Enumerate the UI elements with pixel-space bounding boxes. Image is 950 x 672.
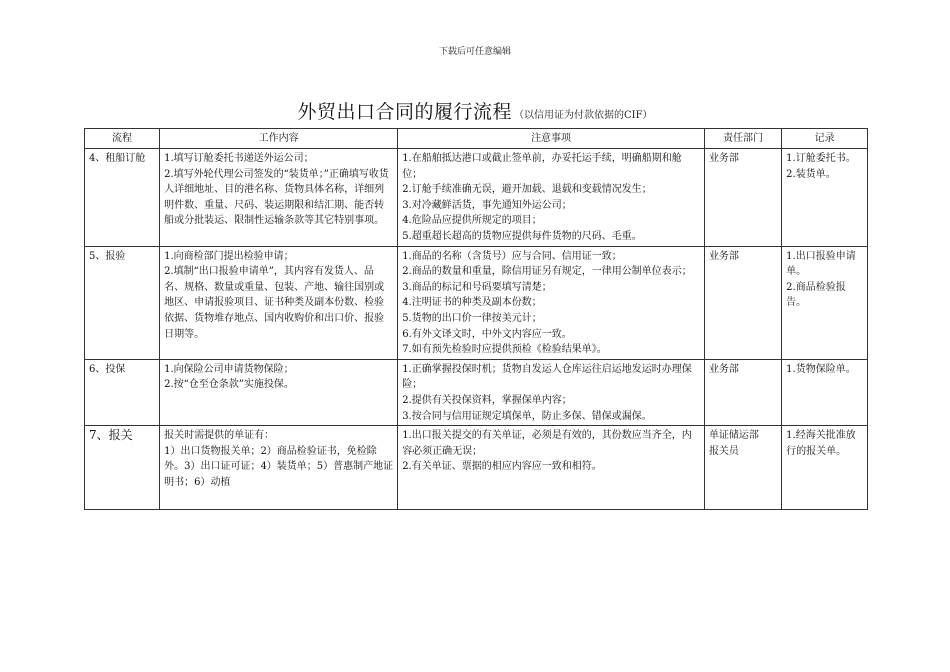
column-header-notes: 注意事项 [398, 129, 705, 149]
note-item: 1.在船舶抵达港口或截止签单前，办妥托运手续，明确船期和舱位； [402, 153, 682, 180]
header-note: 下载后可任意编辑 [438, 47, 511, 57]
note-item: 1.正确掌握投保时机；货物自发运人仓库运往启运地发运时办理保险； [402, 363, 692, 391]
table-row [85, 149, 868, 247]
note-item: 6.有外文译文时，中外文内容应一致。 [402, 328, 572, 340]
record-item: 1.货物保险单。 [786, 363, 856, 375]
table-header-row [85, 129, 868, 149]
work-item: 报关时需提供的单证有： [164, 430, 275, 442]
record-item: 2.装货单。 [786, 168, 836, 180]
column-header-flow: 流程 [85, 129, 160, 149]
note-item: 5.超重超长超高的货物应提供每件货物的尺码、毛重。 [402, 230, 642, 242]
record-item: 1.经海关批准放行的报关单。 [786, 430, 856, 457]
note-item: 2.商品的数量和重量，除信用证另有规定，一律用公制单位表示； [402, 266, 692, 278]
note-item: 7.如有预先检验时应提供预检《检验结果单》。 [402, 344, 607, 356]
note-item: 3.商品的标记和号码要填写清楚； [402, 281, 552, 293]
note-item: 1.商品的名称（含货号）应与合同、信用证一致； [402, 250, 622, 262]
record-item: 1.出口报验申请单。 [786, 250, 856, 278]
dept-item: 业务部 [708, 153, 739, 164]
note-item: 2.有关单证、票据的相应内容应一致和相符。 [402, 461, 602, 473]
cell-records [782, 359, 868, 425]
cell-flow: 6、投保 [85, 359, 160, 425]
cell-notes [398, 359, 705, 425]
cell-flow: 4、租船订舱 [85, 149, 160, 247]
table-row [85, 426, 868, 510]
work-item: 2.按“仓至仓条款”实施投保。 [164, 379, 294, 391]
work-item: 1.向商检部门提出检验申请； [164, 250, 294, 262]
cell-notes [398, 426, 705, 510]
note-item: 1.出口报关提交的有关单证，必须是有效的，其份数应当齐全，内容必须正确无误； [402, 430, 692, 457]
cell-work [160, 359, 398, 425]
table-row [85, 246, 868, 359]
document-subtitle: （以信用证为付款依据的CIF） [513, 110, 653, 121]
document-title-line [0, 97, 950, 124]
column-header-records: 记录 [782, 129, 868, 149]
column-header-dept: 责任部门 [704, 129, 781, 149]
work-item: 1.向保险公司申请货物保险； [164, 363, 294, 375]
column-header-work: 工作内容 [160, 129, 398, 149]
cell-dept [704, 426, 781, 510]
note-item: 5.货物的出口价一律按美元计； [402, 312, 542, 324]
cell-work [160, 426, 398, 510]
dept-item: 业务部 [708, 250, 739, 262]
dept-item: 报关员 [708, 445, 739, 457]
work-item: 1.填写订舱委托书递送外运公司； [164, 153, 314, 164]
table-row [85, 359, 868, 425]
cell-dept [704, 246, 781, 359]
record-item: 2.商品检验报告。 [786, 281, 846, 309]
cell-records [782, 246, 868, 359]
note-item: 2.订舱手续准确无误，避开加载、退载和变载情况发生； [402, 184, 652, 196]
note-item: 4.危险品应提供所规定的项目； [402, 215, 542, 227]
cell-records [782, 426, 868, 510]
record-item: 1.订舱委托书。 [786, 153, 856, 164]
note-item: 4.注明证书的种类及副本份数； [402, 297, 542, 309]
cell-work [160, 149, 398, 247]
cell-notes [398, 246, 705, 359]
dept-item: 业务部 [708, 363, 739, 375]
cell-records [782, 149, 868, 247]
note-item: 3.对冷藏鲜活货，事先通知外运公司； [402, 199, 572, 211]
cell-notes [398, 149, 705, 247]
process-table [84, 128, 868, 510]
document-title: 外贸出口合同的履行流程 [297, 101, 512, 123]
cell-flow: 5、报验 [85, 246, 160, 359]
work-item: 1）出口货物报关单；2）商品检验证书，免检除外。3）出口证可证；4）装货单；5）普惠制产地证明书；6）动植 [164, 445, 394, 488]
dept-item: 单证储运部 [708, 430, 759, 442]
cell-dept [704, 149, 781, 247]
work-item: 2.填制“出口报验申请单”，其内容有发货人、品名、规格、数量或重量、包装、产地、输往国别或地区、申请报验项目、证书种类及副本份数、检验依据、货物堆存地点、国内收购价和出口价、报验日期等。 [164, 266, 385, 340]
note-item: 3.按合同与信用证规定填保单，防止多保、错保或漏保。 [402, 410, 652, 422]
note-item: 2.提供有关投保资料，掌握保单内容； [402, 394, 572, 406]
cell-work [160, 246, 398, 359]
cell-flow: 7、报关 [85, 426, 160, 510]
work-item: 2.填写外轮代理公司签发的“装货单；”正确填写收货人详细地址、目的港名称、货物具体名称，详细列明件数、重量、尺码、装运期限和结汇期、能否转船或分批装运、限制性运输条款等其它特别事项。 [164, 168, 389, 227]
cell-dept [704, 359, 781, 425]
